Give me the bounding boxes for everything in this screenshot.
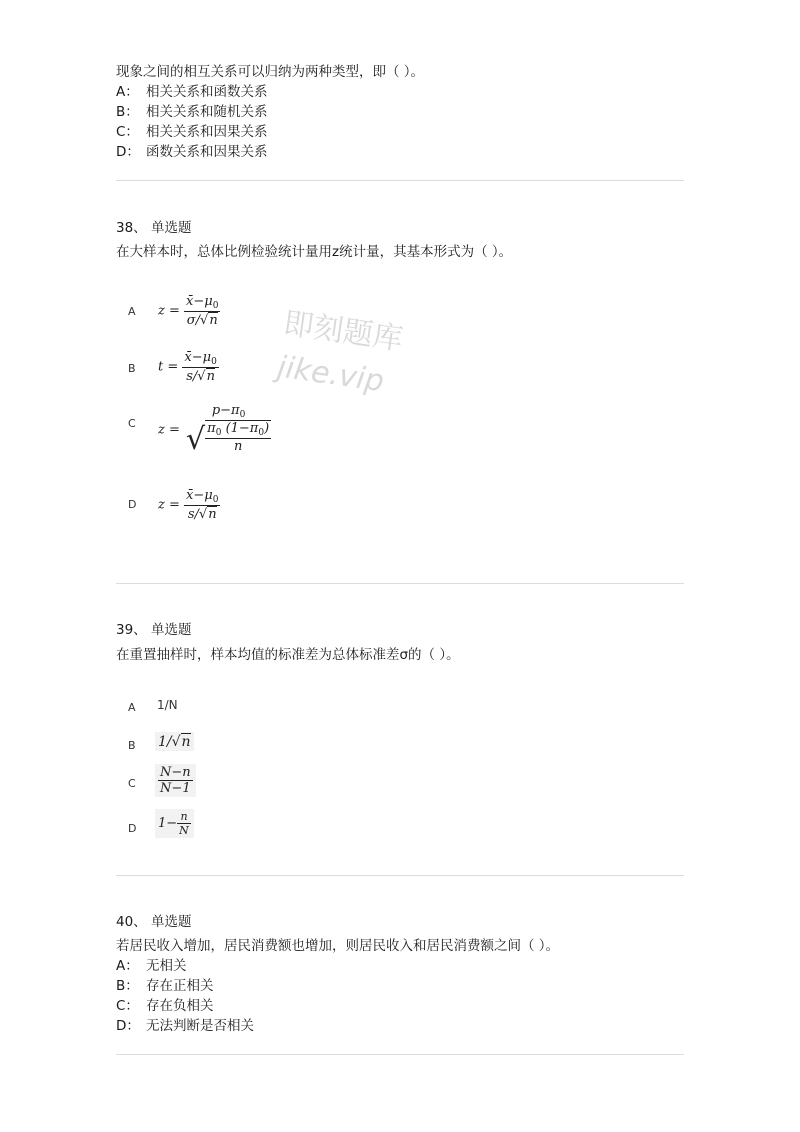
formula-a[interactable] [158,294,220,328]
formula-denominator: σ/ [186,313,201,328]
option-letter: C： [116,124,139,140]
option-text: 相关关系和函数关系 [146,84,268,100]
question-header: 38、 单选题 [116,220,192,236]
radicand: n [208,507,217,522]
option-label-c[interactable]: C [128,417,136,430]
option-d[interactable] [116,1016,254,1036]
formula-term: (1−π [225,421,259,436]
option-letter: D： [116,144,140,160]
formula-term: π [207,421,216,436]
option-text: 存在负相关 [146,998,214,1014]
sqrt-icon: √ [171,734,181,750]
option-c[interactable] [116,122,268,142]
option-b[interactable] [116,102,268,122]
option-text: 存在正相关 [146,978,214,994]
option-text: 相关关系和随机关系 [146,104,268,120]
radicand: n [181,734,191,750]
question-header: 39、 单选题 [116,622,192,638]
option-letter: A： [116,84,139,100]
formula-numerator: x̄−μ [184,350,212,365]
formula-lhs: t = [158,359,179,375]
formula-term: ) [264,421,270,436]
divider [116,1054,684,1055]
watermark [274,302,405,406]
formula-denominator: N−1 [158,780,193,796]
sqrt-icon: √ [198,507,208,522]
watermark-line: jike.vip [275,349,387,400]
option-a[interactable] [116,956,187,976]
formula-numerator: p−π [211,403,240,418]
subscript: 0 [212,301,219,311]
formula-numerator: x̄−μ [186,294,213,309]
option-letter: B： [116,104,139,120]
question-header: 40、 单选题 [116,914,192,930]
question-stem: 在重置抽样时，样本均值的标准差为总体标准差σ的（ ）。 [116,647,460,663]
formula-term: 1/ [158,734,172,750]
formula-denominator: n [233,439,243,454]
sqrt-icon: √ [197,369,206,384]
option-a[interactable] [116,82,268,102]
option-text: 函数关系和因果关系 [146,144,268,160]
option-label-b[interactable]: B [128,739,136,752]
formula-lhs: z = [158,303,180,319]
option-text: 无法判断是否相关 [146,1018,254,1034]
radicand: n [209,313,218,328]
formula-denominator: s/ [187,507,199,522]
option-label-b[interactable]: B [128,362,136,375]
formula-b[interactable] [158,350,219,384]
option-label-d[interactable]: D [128,822,137,835]
option-letter: C： [116,998,139,1014]
formula-lhs: z = [158,497,180,513]
question-stem: 现象之间的相互关系可以归纳为两种类型，即（ ）。 [116,64,425,80]
option-d[interactable] [116,142,268,162]
option-letter: A： [116,958,139,974]
option-text: 无相关 [146,958,187,974]
formula-denominator: N [179,824,189,837]
divider [116,180,684,181]
radicand: n [206,369,215,384]
divider [116,583,684,584]
formula-term: 1− [158,816,178,831]
formula-d[interactable] [158,488,220,522]
formula-lhs: z = [158,422,180,438]
option-letter: B： [116,978,139,994]
question-stem: 若居民收入增加，居民消费额也增加，则居民收入和居民消费额之间（ ）。 [116,938,560,954]
option-c[interactable] [116,996,214,1016]
formula-numerator: n [180,810,188,823]
option-a-value[interactable]: 1/N [157,698,178,712]
option-label-a[interactable]: A [128,701,136,714]
question-stem: 在大样本时，总体比例检验统计量用z统计量，其基本形式为（ ）。 [116,244,513,260]
sqrt-icon: √ [186,422,206,457]
option-d-formula[interactable] [155,809,194,838]
option-b[interactable] [116,976,214,996]
subscript: 0 [211,357,217,367]
watermark-line: 即刻题库 [281,306,405,358]
option-b-formula[interactable] [155,732,194,751]
option-letter: D： [116,1018,140,1034]
sqrt-icon: √ [200,313,209,328]
divider [116,875,684,876]
subscript: 0 [258,428,265,438]
formula-numerator: N−n [160,765,191,780]
subscript: 0 [215,428,222,438]
subscript: 0 [239,410,246,420]
subscript: 0 [212,495,219,505]
option-label-c[interactable]: C [128,777,136,790]
option-c-formula[interactable] [155,764,196,797]
formula-denominator: s/ [186,369,198,384]
option-text: 相关关系和因果关系 [146,124,268,140]
formula-c[interactable] [158,403,273,457]
formula-numerator: x̄−μ [186,488,213,503]
option-label-d[interactable]: D [128,498,137,511]
option-label-a[interactable]: A [128,305,136,318]
